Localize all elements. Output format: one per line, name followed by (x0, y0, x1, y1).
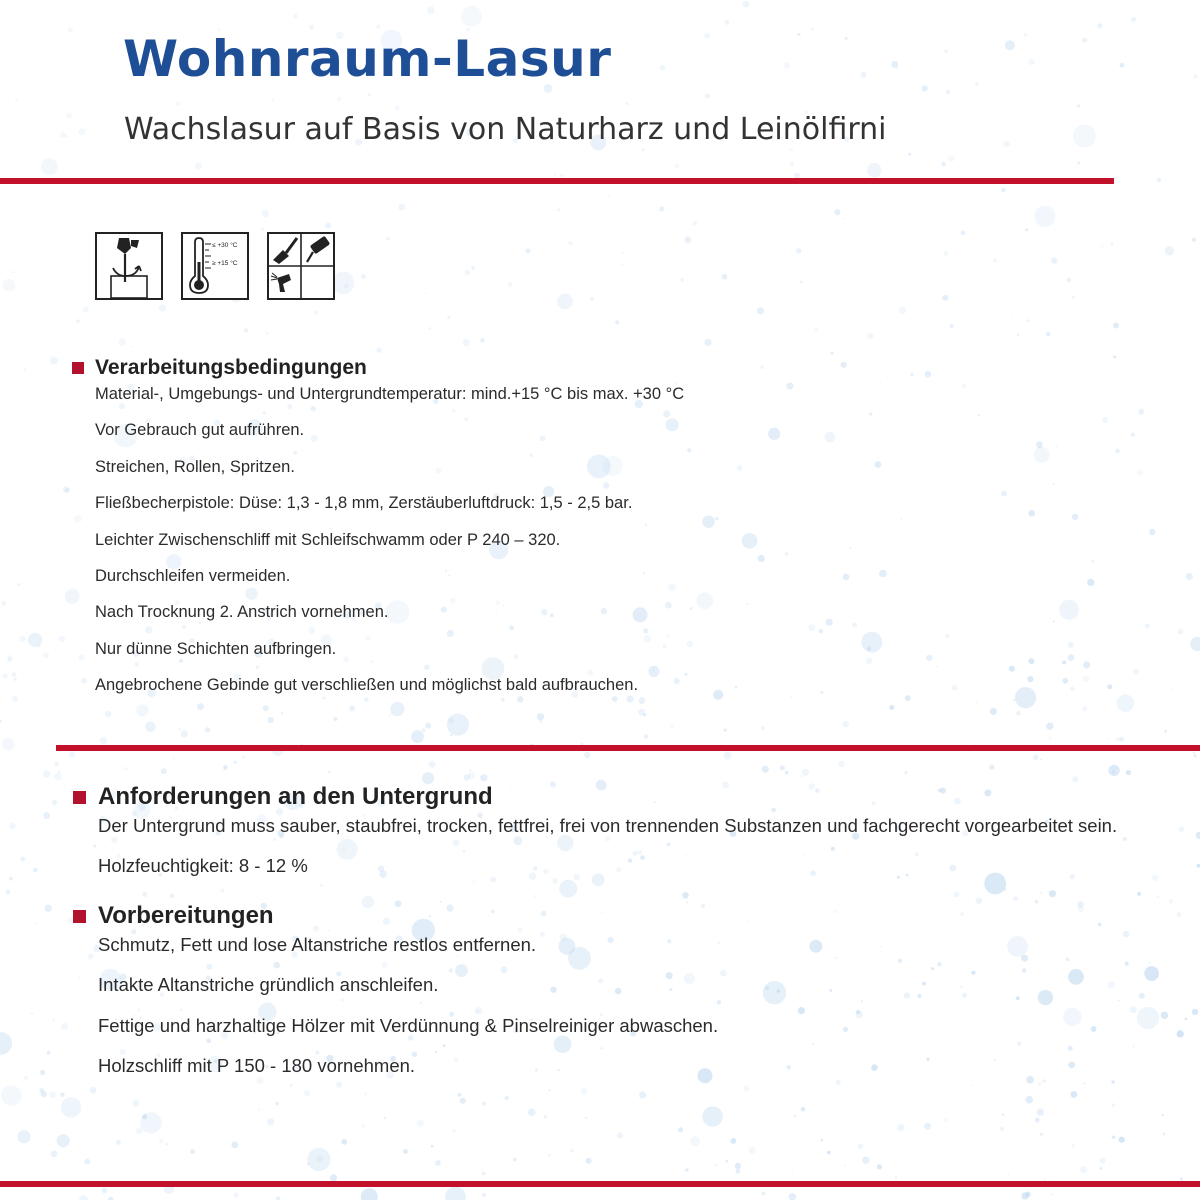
section-line: Fettige und harzhaltige Hölzer mit Verdünnung & Pinselreiniger abwaschen. (98, 1014, 719, 1036)
section-heading (73, 783, 1117, 811)
section-line: Fließbecherpistole: Düse: 1,3 - 1,8 mm, Zerstäuberluftdruck: 1,5 - 2,5 bar. (95, 494, 633, 513)
section-lines (98, 934, 718, 1095)
brush-roller-spray-icon (267, 232, 335, 300)
section-line: Vor Gebrauch gut aufrühren. (95, 421, 305, 440)
stir-before-use-icon (95, 232, 163, 300)
bullet-square-icon (73, 791, 86, 804)
section-line: Holzschliff mit P 150 - 180 vornehmen. (98, 1054, 416, 1076)
section-heading (73, 902, 718, 930)
section-line: Angebrochene Gebinde gut verschließen und möglichst bald aufbrauchen. (95, 676, 639, 695)
thermometer-min-label: ≥ +15 °C (212, 260, 238, 267)
page-title: Wohnraum-Lasur (123, 30, 612, 88)
section-heading-text: Verarbeitungsbedingungen (95, 356, 367, 379)
section-line: Streichen, Rollen, Spritzen. (95, 457, 295, 476)
section-line: Durchschleifen vermeiden. (95, 566, 291, 585)
section-vorbereitungen (73, 902, 718, 1095)
icon-row (95, 232, 335, 300)
section-lines (95, 384, 684, 712)
divider-middle (56, 745, 1200, 751)
thermometer-icon (181, 232, 249, 300)
page-subtitle: Wachslasur auf Basis von Naturharz und Leinölfirni (124, 112, 887, 147)
divider-bottom (0, 1181, 1200, 1187)
section-anforderungen (73, 783, 1117, 896)
section-line: Intakte Altanstriche gründlich anschleifen. (98, 974, 439, 996)
section-line: Holzfeuchtigkeit: 8 - 12 % (98, 855, 308, 877)
bullet-square-icon (72, 362, 84, 374)
section-heading (72, 356, 684, 380)
section-line: Nur dünne Schichten aufbringen. (95, 639, 337, 658)
bullet-square-icon (73, 910, 86, 923)
section-heading-text: Vorbereitungen (98, 902, 274, 929)
section-line: Material-, Umgebungs- und Untergrundtemperatur: mind.+15 °C bis max. +30 °C (95, 385, 685, 403)
section-line: Nach Trocknung 2. Anstrich vornehmen. (95, 603, 389, 622)
section-line: Schmutz, Fett und lose Altanstriche restlos entfernen. (98, 934, 537, 955)
section-heading-text: Anforderungen an den Untergrund (98, 783, 493, 810)
section-lines (98, 815, 1117, 896)
divider-top (0, 178, 1114, 184)
section-verarbeitungsbedingungen (72, 356, 684, 712)
section-line: Leichter Zwischenschliff mit Schleifschwamm oder P 240 – 320. (95, 530, 561, 549)
section-line: Der Untergrund muss sauber, staubfrei, trocken, fettfrei, frei von trennenden Substanzen und fachgerecht vorgearbeitet sein. (98, 815, 1118, 836)
thermometer-max-label: ≤ +30 °C (212, 242, 238, 249)
